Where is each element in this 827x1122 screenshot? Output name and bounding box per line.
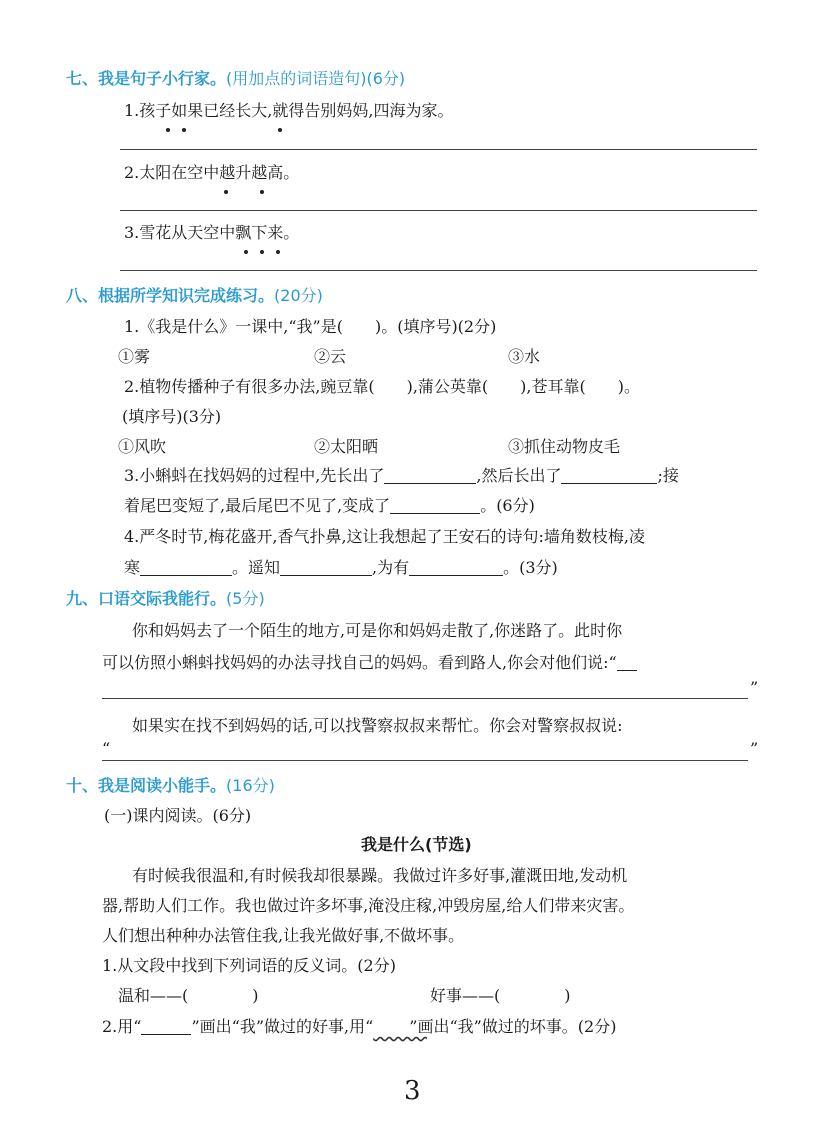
sec8-q3-text-a: 3.小蝌蚪在找妈妈的过程中,先长出了 — [124, 466, 385, 485]
sec10-q1-antonym-1[interactable]: 温和——( ) — [118, 986, 259, 1005]
sec8-q3-text-c: ;接 — [657, 466, 679, 485]
answer-line-sec9-2[interactable] — [102, 760, 748, 761]
answer-line-q2[interactable] — [120, 210, 757, 211]
blank-q4-2[interactable] — [280, 559, 372, 576]
blank-q3-1[interactable] — [384, 467, 476, 484]
sec8-q3-text-e: 。(6分) — [480, 496, 535, 515]
section-10-note: (16分) — [226, 776, 275, 795]
sec8-q2-line1: 2.植物传播种子有很多办法,豌豆靠( ),蒲公英靠( ),苍耳靠( )。 — [124, 377, 640, 396]
sec9-para2: 如果实在找不到妈妈的话,可以找警察叔叔来帮忙。你会对警察叔叔说: — [132, 716, 623, 735]
section-10-title: 十、我是阅读小能手。 — [66, 776, 227, 795]
blank-sec9-start[interactable] — [617, 654, 637, 671]
sec10-q2-text-b: ”画出“我”做过的好事,用“ — [191, 1017, 374, 1036]
sec8-q2-line2: (填序号)(3分) — [122, 407, 222, 426]
sec10-q1-antonym-2[interactable]: 好事——( ) — [430, 986, 571, 1005]
emphasis-dots-q1 — [166, 120, 282, 136]
sec10-q1: 1.从文段中找到下列词语的反义词。(2分) — [102, 956, 396, 975]
sec8-q3-text-b: ,然后长出了 — [476, 466, 562, 485]
sec8-q1-option-2[interactable]: ②云 — [314, 347, 347, 366]
sec9-para1-line2 — [102, 650, 637, 673]
section-8-heading — [66, 283, 323, 306]
passage-line-3: 人们想出种种办法管住我,让我光做好事,不做坏事。 — [102, 926, 465, 945]
blank-q4-3[interactable] — [409, 559, 503, 576]
section-9-heading — [66, 586, 265, 609]
blank-q3-3[interactable] — [390, 497, 480, 514]
passage-line-2: 器,帮助人们工作。我也做过许多坏事,淹没庄稼,冲毁房屋,给人们带来灾害。 — [102, 896, 635, 915]
section-7-heading — [66, 66, 405, 89]
sec8-q3-text-d: 着尾巴变短了,最后尾巴不见了,变成了 — [124, 496, 391, 515]
sec8-q2-option-1[interactable]: ①风吹 — [118, 437, 167, 456]
section-8-note: (20分) — [274, 286, 323, 305]
page-number: 3 — [404, 1076, 421, 1106]
sec8-q2-option-2[interactable]: ②太阳晒 — [314, 437, 379, 456]
close-quote-2: ” — [750, 739, 759, 758]
passage-title: 我是什么(节选) — [361, 835, 472, 854]
sec10-q2-text-a: 2.用“ — [102, 1017, 142, 1036]
section-7-title: 七、我是句子小行家。 — [66, 69, 227, 88]
answer-line-q1[interactable] — [120, 149, 757, 150]
sec9-para1-text: 可以仿照小蝌蚪找妈妈的办法寻找自己的妈妈。看到路人,你会对他们说:“ — [102, 653, 617, 672]
sec7-q3: 3.雪花从天空中飘下来。 — [124, 223, 300, 242]
blank-q3-2[interactable] — [561, 467, 657, 484]
sec8-q4-text-d: 。(3分) — [503, 558, 558, 577]
sec10-q2 — [102, 1014, 616, 1037]
sec8-q4-line2 — [124, 555, 558, 578]
sec9-para1-line1: 你和妈妈去了一个陌生的地方,可是你和妈妈走散了,你迷路了。此时你 — [132, 621, 623, 640]
sec8-q2-option-3[interactable]: ③抓住动物皮毛 — [508, 437, 621, 456]
section-8-title: 八、根据所学知识完成练习。 — [66, 286, 275, 305]
sec10-q2-text-c: ”画出“我”做过的坏事。(2分) — [409, 1017, 617, 1036]
sec8-q4-text-b: 。遥知 — [232, 558, 281, 577]
section-7-note: (用加点的词语造句)(6分) — [226, 69, 406, 88]
open-quote-2: “ — [102, 739, 111, 758]
sec8-q4-text-c: ,为有 — [372, 558, 410, 577]
sec7-q1: 1.孩子如果已经长大,就得告别妈妈,四海为家。 — [124, 101, 454, 120]
straight-underline-sample — [141, 1020, 191, 1035]
section-10-heading — [66, 773, 275, 796]
section-9-title: 九、口语交际我能行。 — [66, 589, 227, 608]
emphasis-dots-q3 — [244, 242, 280, 258]
sec8-q4-line1: 4.严冬时节,梅花盛开,香气扑鼻,这让我想起了王安石的诗句:墙角数枝梅,凌 — [124, 527, 646, 546]
sec8-q1: 1.《我是什么》一课中,“我”是( )。(填序号)(2分) — [124, 317, 497, 336]
sec8-q1-option-3[interactable]: ③水 — [508, 347, 541, 366]
blank-q4-1[interactable] — [140, 559, 232, 576]
close-quote-1: ” — [750, 678, 759, 697]
sec7-q2: 2.太阳在空中越升越高。 — [124, 163, 300, 182]
sec8-q1-option-1[interactable]: ①雾 — [118, 347, 151, 366]
answer-line-q3[interactable] — [120, 270, 757, 271]
answer-line-sec9-1[interactable] — [102, 698, 748, 699]
emphasis-dots-q2 — [224, 182, 264, 198]
passage-line-1: 有时候我很温和,有时候我却很暴躁。我做过许多好事,灌溉田地,发动机 — [132, 866, 628, 885]
wavy-underline-sample — [373, 1017, 409, 1036]
sec8-q3-line2 — [124, 493, 535, 516]
section-9-note: (5分) — [226, 589, 265, 608]
sec10-subsection: (一)课内阅读。(6分) — [104, 806, 252, 825]
sec8-q3-line1 — [124, 463, 679, 486]
sec8-q4-text-a: 寒 — [124, 558, 141, 577]
